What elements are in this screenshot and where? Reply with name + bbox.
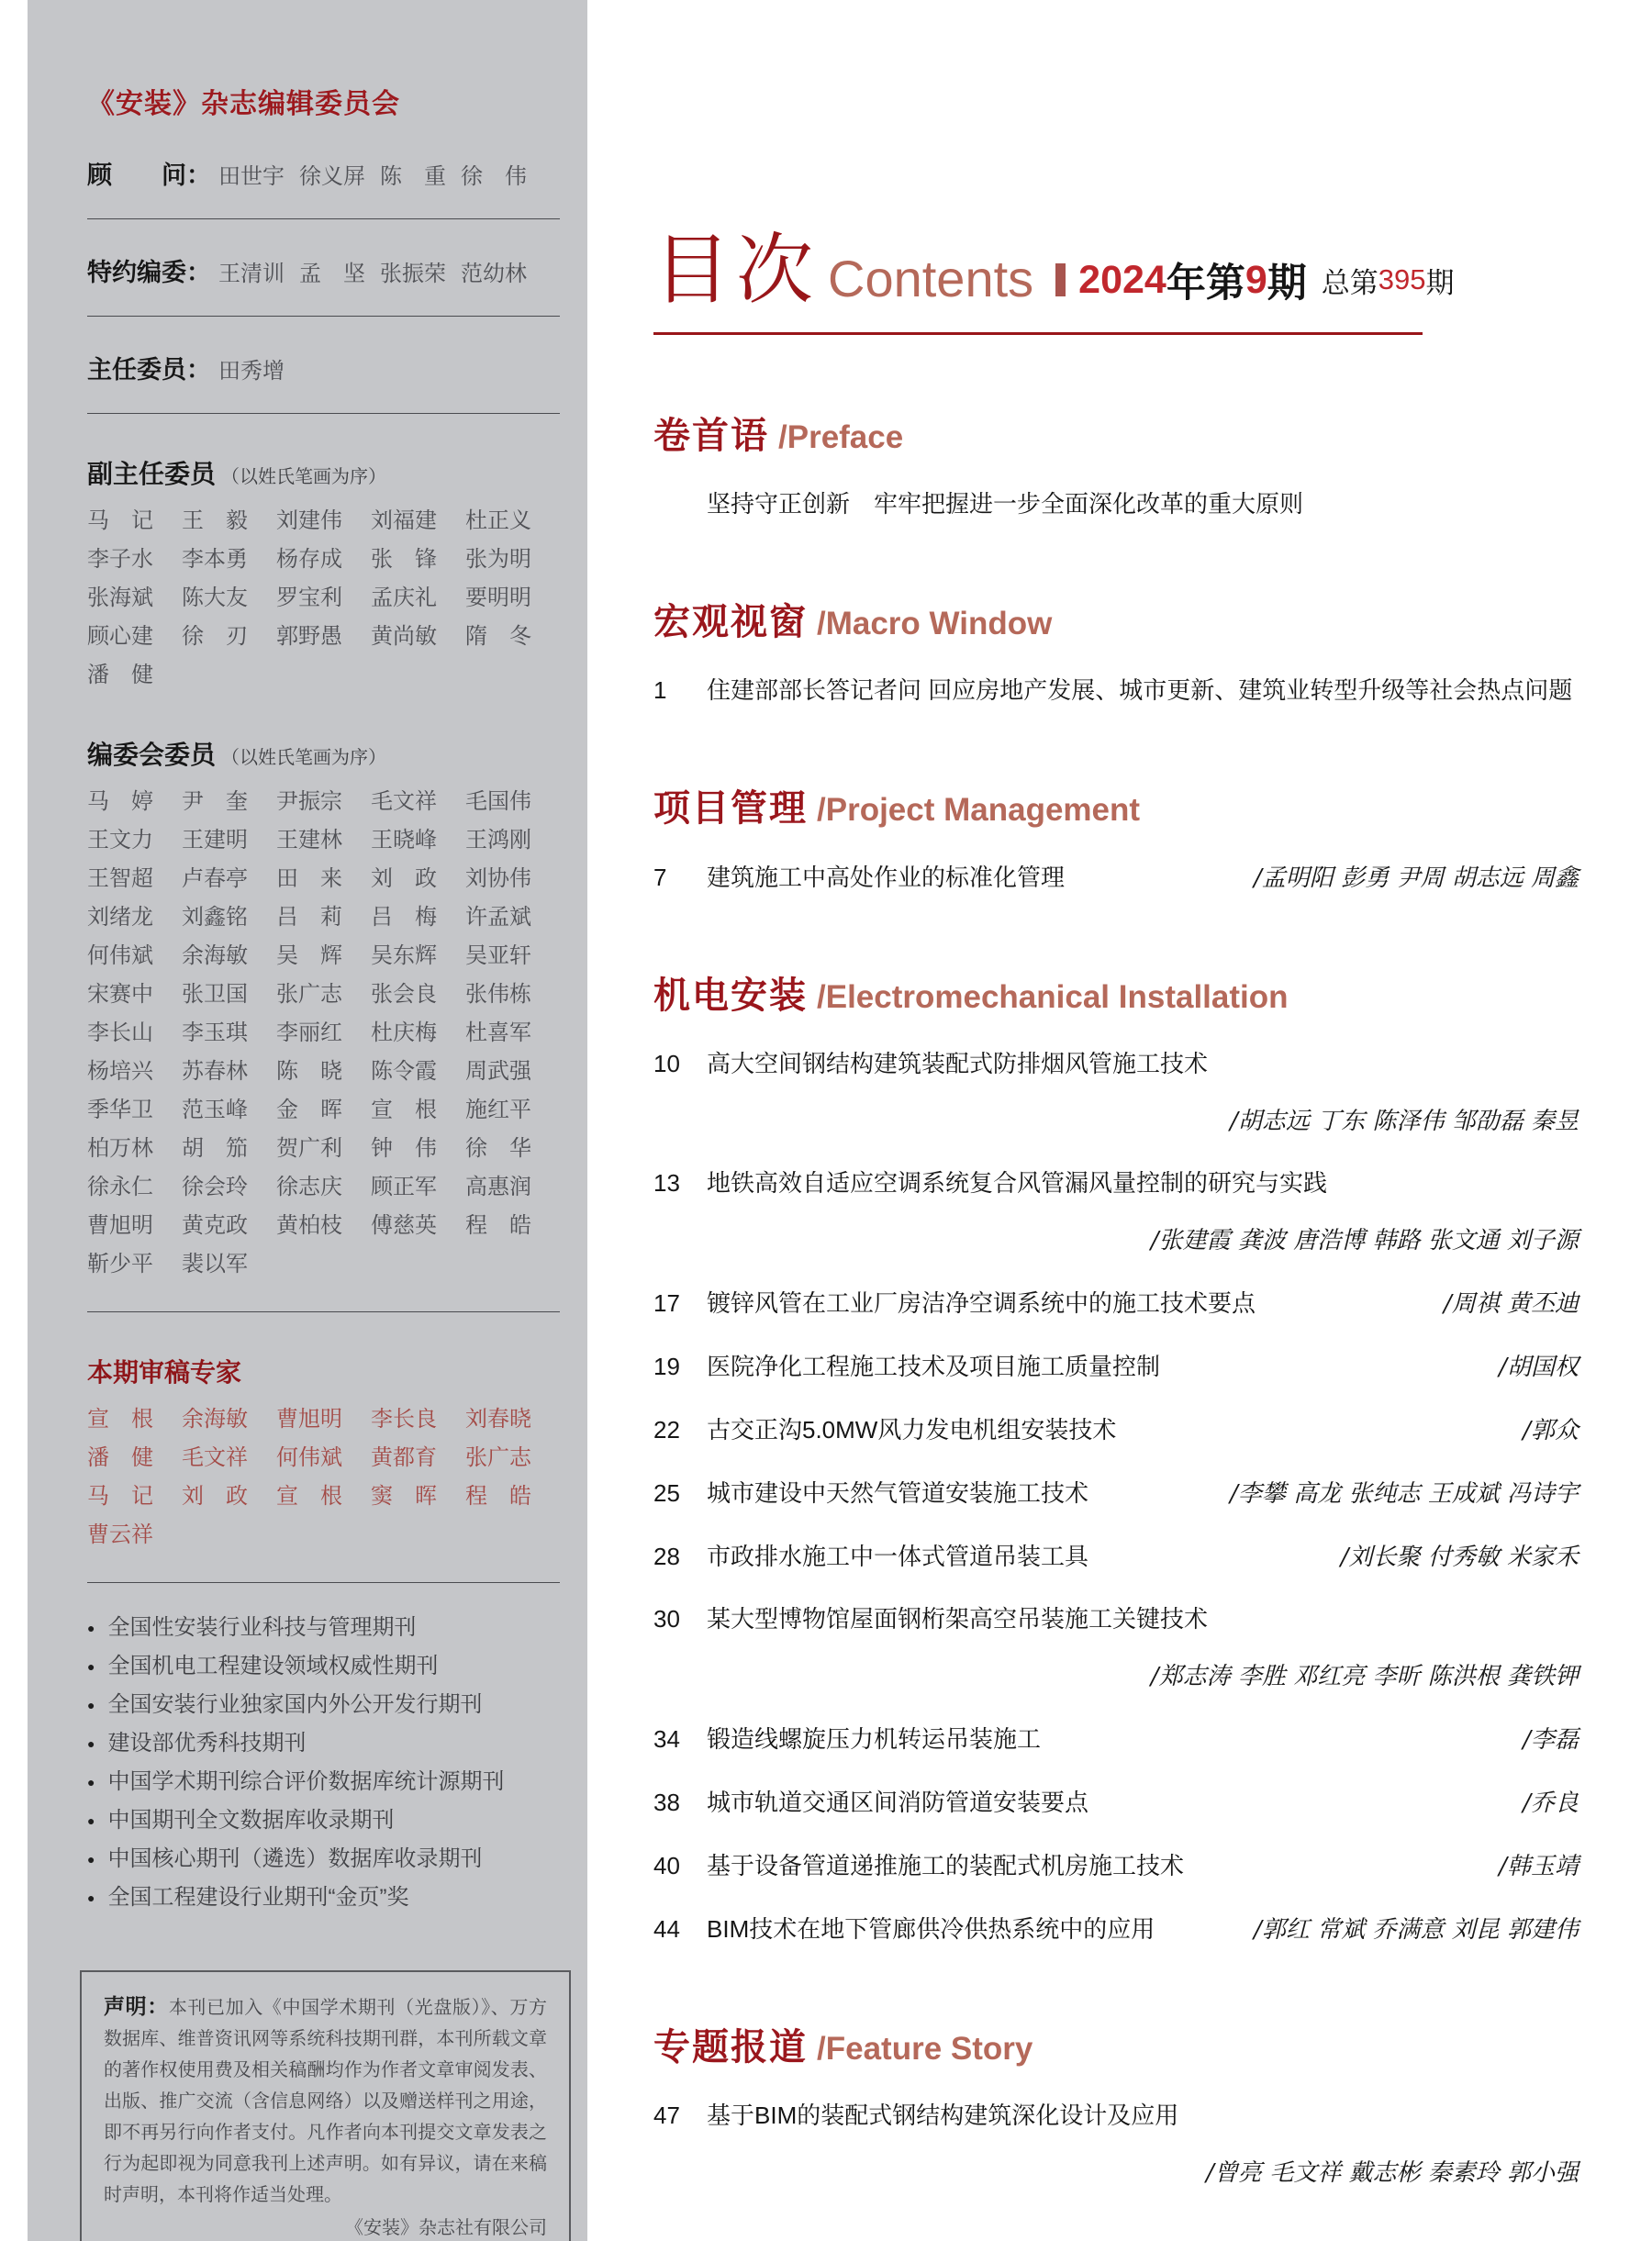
person-name: 陈大友 (182, 585, 248, 610)
section-title-en: /Preface (778, 419, 904, 455)
person-name: 曹云祥 (87, 1522, 153, 1547)
issue-number: 9 (1245, 257, 1267, 302)
person-name: 王晓峰 (371, 828, 437, 853)
committee-names (87, 783, 560, 1284)
person-name: 季华卫 (87, 1098, 153, 1122)
honor-text: 建设部优秀科技期刊 (107, 1731, 307, 1756)
person-name: 许孟斌 (465, 905, 531, 930)
article-title: 市政排水施工中一体式管道吊装工具 (707, 1543, 1089, 1570)
person-name: 徐 刃 (182, 624, 248, 649)
page-number: 7 (653, 864, 667, 891)
person-name: 吴亚轩 (465, 943, 531, 968)
page-number: 10 (653, 1050, 680, 1077)
copyright-statement-box (80, 1970, 571, 2241)
person-name: 徐永仁 (87, 1175, 153, 1199)
leadership-rows (87, 155, 560, 414)
person-name: 顾心建 (87, 624, 153, 649)
reviewer-names (87, 1400, 560, 1555)
person-name: 尹振宗 (276, 789, 342, 814)
article-title: 城市建设中天然气管道安装施工技术 (707, 1479, 1089, 1507)
person-name: 田秀增 (218, 359, 285, 384)
article-authors: /胡志远 丁东 陈泽伟 邹劭磊 秦昱 (1230, 1108, 1579, 1135)
person-name: 傅慈英 (371, 1213, 437, 1238)
toc-item (653, 673, 1579, 708)
page-number: 38 (653, 1789, 680, 1816)
toc-item (653, 1348, 1579, 1384)
article-authors: /郭众 (1523, 1417, 1579, 1444)
toc-section (653, 407, 1579, 521)
sidebar-title: 《安装》杂志编辑委员会 (87, 89, 400, 119)
list-item (87, 1840, 560, 1879)
person-name: 王 毅 (182, 508, 248, 533)
committee-label: 编委会委员 (87, 741, 217, 769)
person-name: 胡 笳 (182, 1136, 248, 1161)
person-name: 徐志庆 (276, 1175, 342, 1199)
article-title: 地铁高效自适应空调系统复合风管漏风量控制的研究与实践 (707, 1169, 1328, 1197)
section-title-cn: 项目管理 (653, 788, 808, 829)
list-item (87, 1647, 560, 1686)
article-authors: /李磊 (1523, 1726, 1579, 1754)
person-name: 宣 根 (371, 1098, 437, 1122)
person-name: 张会良 (371, 982, 437, 1007)
leadership-row (87, 155, 560, 191)
person-name: 潘 健 (87, 663, 153, 687)
list-item (87, 1801, 560, 1840)
section-title-cn: 机电安装 (653, 976, 808, 1016)
person-name: 刘春晓 (465, 1407, 531, 1432)
journal-honors-list (87, 1609, 560, 1917)
person-name: 毛文祥 (182, 1445, 248, 1470)
person-name: 杜庆梅 (371, 1020, 437, 1045)
person-name: 张卫国 (182, 982, 248, 1007)
person-name: 宋赛中 (87, 982, 153, 1007)
person-name: 刘 政 (182, 1484, 248, 1509)
page-number: 1 (653, 676, 667, 704)
person-name: 刘绪龙 (87, 905, 153, 930)
deputy-chair-names (87, 502, 560, 695)
toc-item (653, 486, 1579, 521)
person-name: 毛国伟 (465, 789, 531, 814)
section-title-en: /Project Management (817, 792, 1141, 828)
person-name: 刘建伟 (276, 508, 342, 533)
person-name: 李本勇 (182, 547, 248, 572)
statement-signature: 《安装》杂志社有限公司 (345, 2218, 547, 2238)
committee-member-group (87, 735, 560, 1284)
page-number: 22 (653, 1416, 680, 1444)
person-name: 杨培兴 (87, 1059, 153, 1084)
person-name: 吴东辉 (371, 943, 437, 968)
toc-section (653, 779, 1579, 895)
bullet-icon: ● (87, 1698, 95, 1712)
editorial-board-sidebar (28, 0, 587, 2241)
person-name: 何伟斌 (87, 943, 153, 968)
person-name: 黄都育 (371, 1445, 437, 1470)
person-name: 张为明 (465, 547, 531, 572)
leadership-names (218, 158, 527, 190)
page-number: 28 (653, 1543, 680, 1570)
toc-item (653, 1475, 1579, 1511)
article-title: 坚持守正创新 牢牢把握进一步全面深化改革的重大原则 (707, 490, 1304, 518)
person-name: 李子水 (87, 547, 153, 572)
leadership-role-label: 特约编委： (87, 259, 211, 286)
person-name: 张振荣 (380, 262, 446, 286)
article-title: 古交正沟5.0MW风力发电机组安装技术 (707, 1416, 1117, 1444)
list-item (87, 1609, 560, 1647)
person-name: 程 皓 (465, 1213, 531, 1238)
deputy-chair-group (87, 454, 560, 695)
divider (87, 413, 560, 414)
person-name: 郭野愚 (276, 624, 342, 649)
header-rule (653, 332, 1423, 335)
person-name: 张 锋 (371, 547, 437, 572)
total-suffix: 期 (1425, 266, 1455, 299)
article-title: BIM技术在地下管廊供冷供热系统中的应用 (707, 1915, 1155, 1943)
honor-text: 中国核心期刊（遴选）数据库收录期刊 (107, 1846, 483, 1871)
divider (87, 1311, 560, 1312)
stroke-order-note: （以姓氏笔画为序） (221, 467, 387, 487)
person-name: 毛文祥 (371, 789, 437, 814)
toc-content (642, 0, 1579, 2190)
bullet-icon: ● (87, 1852, 95, 1867)
person-name: 黄克政 (182, 1213, 248, 1238)
page-number: 40 (653, 1852, 680, 1879)
page-number: 30 (653, 1605, 680, 1633)
divider (87, 218, 560, 219)
section-title-cn: 专题报道 (653, 2027, 808, 2068)
article-title: 基于BIM的装配式钢结构建筑深化设计及应用 (707, 2102, 1179, 2129)
person-name: 卢春亭 (182, 866, 248, 891)
toc-item (653, 1847, 1579, 1883)
bullet-icon: ● (87, 1621, 95, 1635)
section-heading (653, 2018, 1579, 2070)
article-title: 锻造线螺旋压力机转运吊装施工 (707, 1725, 1042, 1753)
issue-bar-icon (1055, 263, 1066, 296)
section-title-en: /Electromechanical Installation (817, 979, 1289, 1015)
toc-sections (653, 407, 1579, 2190)
person-name: 李长山 (87, 1020, 153, 1045)
total-prefix: 总第 (1321, 266, 1379, 299)
person-name: 徐会玲 (182, 1175, 248, 1199)
person-name: 王鸿刚 (465, 828, 531, 853)
person-name: 贺广利 (276, 1136, 342, 1161)
toc-section (653, 593, 1579, 708)
deputy-chair-heading (87, 454, 560, 491)
person-name: 张海斌 (87, 585, 153, 610)
person-name: 徐义屏 (299, 164, 365, 189)
total-number: 395 (1378, 263, 1426, 295)
article-title: 城市轨道交通区间消防管道安装要点 (707, 1789, 1089, 1816)
person-name: 张广志 (465, 1445, 531, 1470)
toc-section (653, 2018, 1579, 2190)
article-title: 镀锌风管在工业厂房洁净空调系统中的施工技术要点 (707, 1289, 1256, 1317)
committee-heading (87, 735, 560, 772)
toc-item (653, 1721, 1579, 1756)
person-name: 隋 冬 (465, 624, 531, 649)
person-name: 徐 华 (465, 1136, 531, 1161)
person-name: 尹 奎 (182, 789, 248, 814)
section-title-en: /Feature Story (817, 2031, 1033, 2067)
person-name: 顾正军 (371, 1175, 437, 1199)
honor-text: 全国工程建设行业期刊“金页”奖 (107, 1885, 409, 1910)
person-name: 潘 健 (87, 1445, 153, 1470)
person-name: 周武强 (465, 1059, 531, 1084)
article-authors: /刘长聚 付秀敏 米家禾 (1340, 1544, 1579, 1571)
honor-text: 中国期刊全文数据库收录期刊 (107, 1808, 395, 1833)
person-name: 吕 莉 (276, 905, 342, 930)
honor-text: 全国安装行业独家国内外公开发行期刊 (107, 1692, 483, 1717)
honor-text: 全国性安装行业科技与管理期刊 (107, 1615, 417, 1640)
bullet-icon: ● (87, 1813, 95, 1828)
person-name: 何伟斌 (276, 1445, 342, 1470)
person-name: 余海敏 (182, 943, 248, 968)
leadership-role-label: 主任委员： (87, 356, 211, 384)
person-name: 吕 梅 (371, 905, 437, 930)
person-name: 田世宇 (218, 164, 285, 189)
person-name: 陈 晓 (276, 1059, 342, 1084)
person-name: 马 记 (87, 1484, 153, 1509)
person-name: 王建林 (276, 828, 342, 853)
person-name: 孟庆礼 (371, 585, 437, 610)
person-name: 杜喜军 (465, 1020, 531, 1045)
person-name: 曹旭明 (87, 1213, 153, 1238)
toc-header (653, 225, 1579, 315)
page-number: 17 (653, 1289, 680, 1317)
page-number: 44 (653, 1915, 680, 1943)
article-title: 建筑施工中高处作业的标准化管理 (707, 864, 1066, 891)
person-name: 李丽红 (276, 1020, 342, 1045)
person-name: 田 来 (276, 866, 342, 891)
bullet-icon: ● (87, 1775, 95, 1789)
person-name: 宣 根 (87, 1407, 153, 1432)
section-heading (653, 966, 1579, 1019)
divider (87, 1582, 560, 1583)
issue-seg: 年第 (1166, 261, 1245, 306)
person-name: 刘福建 (371, 508, 437, 533)
leadership-names (218, 352, 285, 385)
toc-item (653, 859, 1579, 895)
page-number: 25 (653, 1479, 680, 1507)
person-name: 曹旭明 (276, 1407, 342, 1432)
person-name: 苏春林 (182, 1059, 248, 1084)
toc-title-cn: 目次 (653, 225, 820, 315)
article-authors: /周祺 黄丕迪 (1443, 1290, 1579, 1318)
list-item (87, 1879, 560, 1917)
person-name: 范幼林 (461, 262, 527, 286)
article-authors: /韩玉靖 (1499, 1853, 1579, 1880)
section-title-en: /Macro Window (817, 606, 1053, 641)
toc-item (653, 1046, 1579, 1081)
page-number: 19 (653, 1353, 680, 1380)
article-title: 住建部部长答记者问 回应房地产发展、城市更新、建筑业转型升级等社会热点问题 (707, 676, 1573, 704)
person-name: 刘协伟 (465, 866, 531, 891)
article-title: 医院净化工程施工技术及项目施工质量控制 (707, 1353, 1161, 1380)
toc-item (653, 1911, 1579, 1946)
person-name: 王文力 (87, 828, 153, 853)
section-heading (653, 407, 1579, 459)
article-authors: /孟明阳 彭勇 尹周 胡志远 周鑫 (1254, 864, 1579, 892)
person-name: 孟 坚 (299, 262, 365, 286)
person-name: 陈 重 (380, 164, 446, 189)
person-name: 杨存成 (276, 547, 342, 572)
person-name: 王智超 (87, 866, 153, 891)
person-name: 靳少平 (87, 1252, 153, 1277)
article-authors: /张建霞 龚波 唐浩博 韩路 张文通 刘子源 (1150, 1227, 1579, 1254)
page-number: 34 (653, 1725, 680, 1753)
person-name: 徐 伟 (461, 164, 527, 189)
section-title-cn: 卷首语 (653, 416, 769, 456)
person-name: 高惠润 (465, 1175, 531, 1199)
article-authors: /胡国权 (1499, 1354, 1579, 1381)
toc-item (653, 2098, 1579, 2133)
toc-title-en: Contents (828, 250, 1034, 307)
person-name: 马 婷 (87, 789, 153, 814)
person-name: 马 记 (87, 508, 153, 533)
person-name: 宣 根 (276, 1484, 342, 1509)
honor-text: 中国学术期刊综合评价数据库统计源期刊 (107, 1769, 505, 1794)
honor-text: 全国机电工程建设领域权威性期刊 (107, 1654, 439, 1678)
reviewers-heading: 本期审稿专家 (87, 1358, 242, 1387)
article-title: 基于设备管道递推施工的装配式机房施工技术 (707, 1852, 1185, 1879)
toc-section (653, 966, 1579, 1946)
bullet-icon: ● (87, 1736, 95, 1751)
deputy-chair-label: 副主任委员 (87, 460, 217, 488)
person-name: 李玉琪 (182, 1020, 248, 1045)
list-item (87, 1763, 560, 1801)
person-name: 范玉峰 (182, 1098, 248, 1122)
section-heading (653, 779, 1579, 831)
page-number: 13 (653, 1169, 680, 1197)
reviewers-group (87, 1353, 560, 1555)
person-name: 王建明 (182, 828, 248, 853)
toc-item (653, 1601, 1579, 1636)
person-name: 杜正义 (465, 508, 531, 533)
person-name: 程 皓 (465, 1484, 531, 1509)
leadership-names (218, 255, 527, 287)
leadership-row (87, 350, 560, 385)
person-name: 吴 辉 (276, 943, 342, 968)
person-name: 黄尚敏 (371, 624, 437, 649)
stroke-order-note: （以姓氏笔画为序） (221, 748, 387, 768)
issue-seg: 期 (1267, 261, 1307, 306)
list-item (87, 1686, 560, 1724)
toc-item (653, 1538, 1579, 1574)
issue-info (1055, 252, 1454, 308)
person-name: 柏万林 (87, 1136, 153, 1161)
person-name: 裴以军 (182, 1252, 248, 1277)
statement-label: 声明： (104, 1994, 169, 2018)
article-title: 高大空间钢结构建筑装配式防排烟风管施工技术 (707, 1050, 1209, 1077)
person-name: 王清训 (218, 262, 285, 286)
article-authors: /乔良 (1523, 1789, 1579, 1817)
list-item (87, 1724, 560, 1763)
person-name: 余海敏 (182, 1407, 248, 1432)
person-name: 施红平 (465, 1098, 531, 1122)
person-name: 金 晖 (276, 1098, 342, 1122)
person-name: 罗宝利 (276, 585, 342, 610)
article-title: 某大型博物馆屋面钢桁架高空吊装施工关键技术 (707, 1605, 1209, 1633)
person-name: 张伟栋 (465, 982, 531, 1007)
bullet-icon: ● (87, 1890, 95, 1905)
issue-year: 2024 (1078, 257, 1166, 302)
article-authors: /李攀 高龙 张纯志 王成斌 冯诗宇 (1230, 1480, 1579, 1508)
leadership-role-label: 顾 问： (87, 162, 211, 189)
person-name: 要明明 (465, 585, 531, 610)
bullet-icon: ● (87, 1659, 95, 1674)
article-authors: /曾亮 毛文祥 戴志彬 秦素玲 郭小强 (1206, 2159, 1579, 2187)
toc-item (653, 1411, 1579, 1447)
section-title-cn: 宏观视窗 (653, 602, 808, 642)
person-name: 李长良 (371, 1407, 437, 1432)
section-heading (653, 593, 1579, 645)
person-name: 张广志 (276, 982, 342, 1007)
article-authors: /郑志涛 李胜 邓红亮 李昕 陈洪根 龚铁钾 (1150, 1663, 1579, 1690)
person-name: 刘鑫铭 (182, 905, 248, 930)
person-name: 钟 伟 (371, 1136, 437, 1161)
toc-item (653, 1285, 1579, 1321)
article-authors: /郭红 常斌 乔满意 刘昆 郭建伟 (1254, 1916, 1579, 1944)
leadership-row (87, 252, 560, 288)
person-name: 陈令霞 (371, 1059, 437, 1084)
page-number: 47 (653, 2102, 680, 2129)
person-name: 黄柏枝 (276, 1213, 342, 1238)
toc-item (653, 1784, 1579, 1820)
person-name: 窦 晖 (371, 1484, 437, 1509)
toc-item (653, 1165, 1579, 1200)
divider (87, 316, 560, 317)
person-name: 刘 政 (371, 866, 437, 891)
statement-body: 本刊已加入《中国学术期刊（光盘版）》、万方数据库、维普资讯网等系统科技期刊群，本刊所载文章的著作权使用费及相关稿酬均作为作者文章审阅发表、出版、推广交流（含信息网络）以及赠送样刊之用途，即不再另行向作者支付。凡作者向本刊提交文章发表之行为起即视为同意我刊上述声明。如有异议，请在来稿时声明，本刊将作适当处理。 (104, 1998, 548, 2205)
